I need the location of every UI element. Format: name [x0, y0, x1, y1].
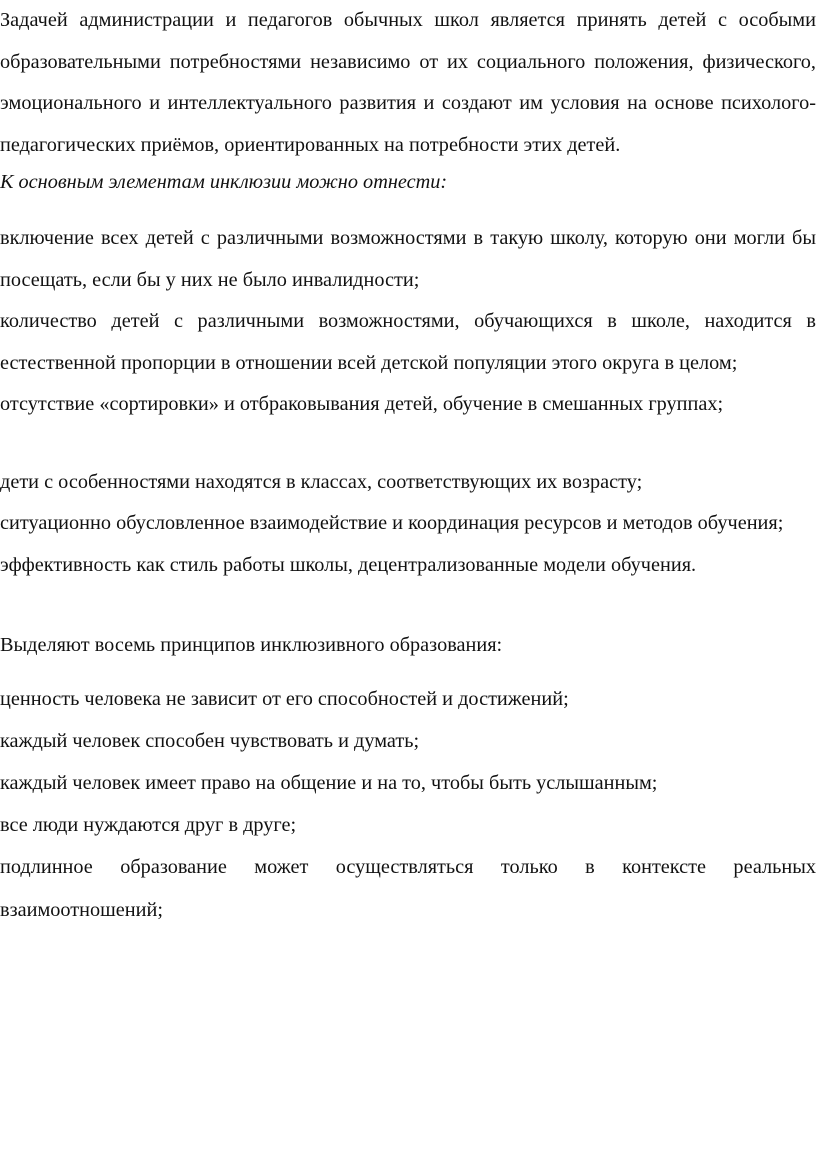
list-item: эффективность как стиль работы школы, децентрализованные модели обучения.: [0, 553, 697, 576]
list-item: ценность человека не зависит от его способностей и достижений;: [0, 687, 569, 710]
list-item: каждый человек способен чувствовать и думать;: [0, 729, 420, 752]
principles-heading: Выделяют восемь принципов инклюзивного образования:: [0, 634, 503, 656]
list-item: ситуационно обусловленное взаимодействие и координация ресурсов и методов обучения;: [0, 512, 784, 534]
elements-list-1: [0, 218, 816, 426]
list-item: отсутствие «сортировки» и отбраковывания детей, обучение в смешанных группах;: [0, 393, 724, 415]
intro-paragraph: Задачей администрации и педагогов обычных школ является принять детей с особыми образовательными потребностями независимо от их социального положения, физического, эмоционального и интеллектуального развития и создают им условия на основе психолого-педагогических приёмов, ориентированных на потребности этих детей.: [0, 9, 816, 156]
principles-list: [0, 678, 816, 931]
list-item: дети с особенностями находятся в классах, соответствующих их возрасту;: [0, 470, 643, 493]
list-item: каждый человек имеет право на общение и на то, чтобы быть услышанным;: [0, 771, 658, 794]
list-item: все люди нуждаются друг в друге;: [0, 814, 297, 837]
list-item: подлинное образование может осуществляться только в контексте реальных взаимоотношений;: [0, 856, 816, 921]
list-item: количество детей с различными возможностями, обучающихся в школе, находится в естественной пропорции в отношении всей детской популяции этого округа в целом;: [0, 310, 816, 374]
elements-heading: К основным элементам инклюзии можно отнести:: [0, 171, 448, 193]
list-item: включение всех детей с различными возможностями в такую школу, которую они могли бы посещать, если бы у них не было инвалидности;: [0, 227, 816, 291]
elements-list-2: [0, 462, 816, 587]
